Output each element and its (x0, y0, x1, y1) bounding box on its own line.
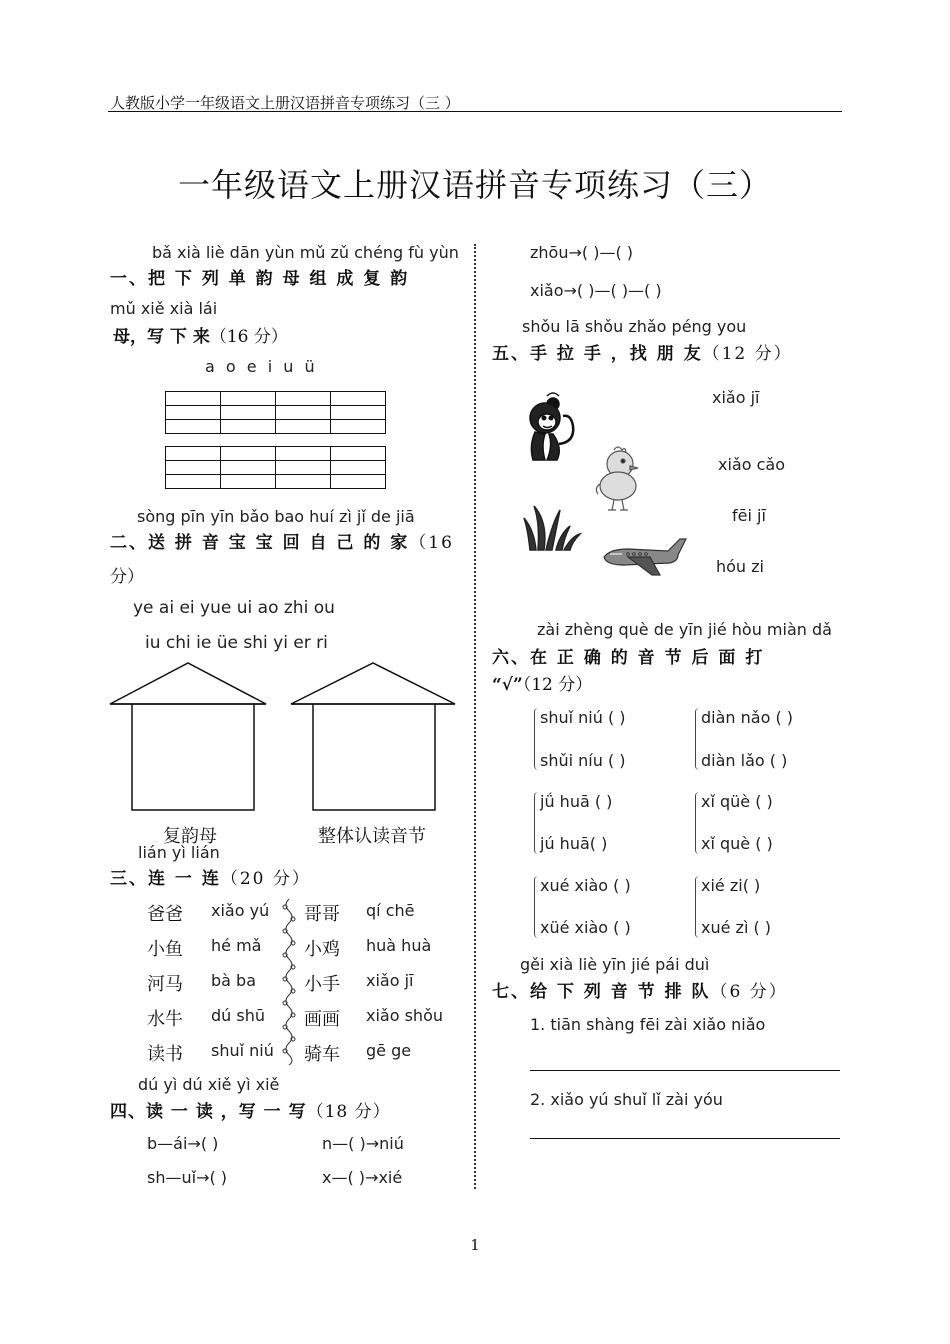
page-header: 人教版小学一年级语文上册汉语拼音专项练习（三 ） (110, 94, 460, 112)
s5-title-text: 五、手 拉 手 ，找 朋 友 (492, 344, 703, 364)
s5-word[interactable]: xiǎo cǎo (718, 455, 785, 474)
s6-brace (695, 708, 700, 770)
s2-score-cont: 分） (110, 567, 144, 587)
s6-option[interactable]: jǘ huā ( ) (540, 792, 613, 811)
s1-title-2-text: 母，写 下 来 (113, 327, 210, 347)
s3-left-pinyin[interactable]: shuǐ niú (211, 1041, 274, 1060)
s6-option[interactable]: xié zi( ) (701, 876, 761, 895)
s6-option[interactable]: xué xiào ( ) (540, 876, 631, 895)
s4-title-text: 四、读 一 读 ，写 一 写 (110, 1102, 307, 1122)
s3-left-pinyin[interactable]: bà ba (211, 971, 257, 990)
s6-option[interactable]: shǔi níu ( ) (540, 751, 626, 770)
s6-option[interactable]: xué zì ( ) (701, 918, 772, 937)
s6-brace (534, 876, 539, 938)
s3-title (110, 864, 311, 889)
s3-right-pinyin[interactable]: qí chē (366, 901, 415, 920)
house-2-label: 整体认读音节 (318, 826, 426, 847)
s3-left-word[interactable]: 爸爸 (147, 904, 183, 925)
s7-score: （6 分） (710, 982, 788, 1002)
s2-title (110, 528, 454, 553)
s7-pinyin: gěi xià liè yīn jié pái duì (520, 955, 710, 974)
s4-title (110, 1097, 391, 1122)
house-1-label: 复韵母 (163, 826, 217, 847)
s5-title (492, 339, 793, 364)
s6-option[interactable]: xǐ qüè ( ) (701, 792, 773, 811)
s7-question-2: 2. xiǎo yú shuǐ lǐ zài yóu (530, 1090, 723, 1109)
s7-question-1: 1. tiān shàng fēi zài xiǎo niǎo (530, 1015, 766, 1034)
s7-title-text: 七、给 下 列 音 节 排 队 (492, 982, 711, 1002)
s6-score: （12 分） (522, 675, 593, 695)
s6-checkmark-text: “√” (492, 675, 523, 695)
house-1[interactable] (108, 660, 268, 815)
s1-title-1: 一、把 下 列 单 韵 母 组 成 复 韵 (110, 269, 410, 289)
s6-brace (695, 792, 700, 854)
s4-pinyin: dú yì dú xiě yì xiě (138, 1075, 280, 1094)
s4-score: （18 分） (306, 1102, 391, 1122)
s6-brace (534, 708, 539, 770)
s6-option[interactable]: jú huā( ) (540, 834, 608, 853)
s4-item[interactable]: n—( )→niú (322, 1134, 404, 1153)
s3-left-pinyin[interactable]: xiǎo yú (211, 901, 270, 920)
s2-syllables-row2: iu chi ie üe shi yi er ri (145, 633, 328, 653)
grass-picture[interactable] (522, 500, 584, 552)
s6-option[interactable]: xǐ què ( ) (701, 834, 773, 853)
s3-pinyin: lián yì lián (138, 843, 220, 862)
airplane-picture[interactable] (598, 535, 690, 581)
s6-option[interactable]: shuǐ niú ( ) (540, 708, 626, 727)
s3-left-word[interactable]: 小鱼 (147, 939, 183, 960)
s6-option[interactable]: diàn nǎo ( ) (701, 708, 794, 727)
s3-right-word[interactable]: 小手 (304, 974, 340, 995)
s2-pinyin: sòng pīn yīn bǎo bao huí zì jǐ de jiā (137, 507, 415, 526)
s4-item[interactable]: sh—uǐ→( ) (147, 1168, 228, 1187)
s7-answer-line-2[interactable] (530, 1138, 840, 1139)
s4-item[interactable]: x—( )→xié (322, 1168, 403, 1187)
s3-left-pinyin[interactable]: hé mǎ (211, 936, 262, 955)
writing-grid-1[interactable] (165, 391, 386, 434)
s3-left-word[interactable]: 河马 (147, 974, 183, 995)
s2-score: （16 (409, 533, 454, 553)
column-divider (474, 244, 476, 1189)
s1-pinyin-2: mǔ xiě xià lái (110, 299, 218, 318)
s2-title-text: 二、送 拼 音 宝 宝 回 自 己 的 家 (110, 533, 410, 553)
s6-option[interactable]: diàn lǎo ( ) (701, 751, 788, 770)
s1-score: （16 分） (209, 327, 288, 347)
s5-score: （12 分） (702, 344, 793, 364)
s3-right-word[interactable]: 小鸡 (304, 939, 340, 960)
s3-right-pinyin[interactable]: xiǎo jī (366, 971, 414, 990)
s3-left-word[interactable]: 水牛 (147, 1009, 183, 1030)
writing-grid-2[interactable] (165, 446, 386, 489)
matching-vine-decoration (279, 897, 299, 1065)
s2-syllables-row1: ye ai ei yue ui ao zhi ou (133, 598, 335, 618)
s4-item[interactable]: xiǎo→( )—( )—( ) (530, 281, 662, 300)
s4-item[interactable]: b—ái→( ) (147, 1134, 219, 1153)
s3-right-pinyin[interactable]: gē ge (366, 1041, 412, 1060)
monkey-picture[interactable] (523, 390, 583, 466)
s7-answer-line-1[interactable] (530, 1070, 840, 1071)
s7-title (492, 977, 788, 1002)
page-title: 一年级语文上册汉语拼音专项练习（三） (177, 166, 772, 204)
s1-title-2 (113, 322, 288, 347)
s6-title-2 (492, 670, 592, 695)
s3-left-word[interactable]: 读书 (147, 1044, 183, 1065)
s3-title-text: 三、连 一 连 (110, 869, 221, 889)
s1-letters: a o e i u ü (205, 357, 315, 376)
s5-word[interactable]: hóu zi (716, 557, 764, 576)
chick-picture[interactable] (592, 444, 644, 516)
s3-score: （20 分） (220, 869, 311, 889)
s3-right-pinyin[interactable]: huà huà (366, 936, 432, 955)
s6-pinyin: zài zhèng què de yīn jié hòu miàn dǎ (537, 620, 832, 639)
s3-right-word[interactable]: 哥哥 (304, 904, 340, 925)
header-rule (108, 111, 842, 112)
s5-word[interactable]: xiǎo jī (712, 388, 760, 407)
s5-pinyin: shǒu lā shǒu zhǎo péng you (522, 317, 747, 336)
s3-right-word[interactable]: 骑车 (304, 1044, 340, 1065)
s3-right-pinyin[interactable]: xiǎo shǒu (366, 1006, 443, 1025)
page-number: 1 (470, 1236, 480, 1254)
s1-pinyin-1: bǎ xià liè dān yùn mǔ zǔ chéng fù yùn (152, 243, 459, 262)
s3-right-word[interactable]: 画画 (304, 1009, 340, 1030)
s5-word[interactable]: fēi jī (732, 506, 766, 525)
s6-title: 六、在 正 确 的 音 节 后 面 打 (492, 648, 765, 668)
s6-brace (695, 876, 700, 938)
house-2[interactable] (289, 660, 459, 815)
s6-option[interactable]: xüé xiào ( ) (540, 918, 631, 937)
s4-item[interactable]: zhōu→( )—( ) (530, 243, 634, 262)
s3-left-pinyin[interactable]: dú shū (211, 1006, 265, 1025)
s6-brace (534, 792, 539, 854)
